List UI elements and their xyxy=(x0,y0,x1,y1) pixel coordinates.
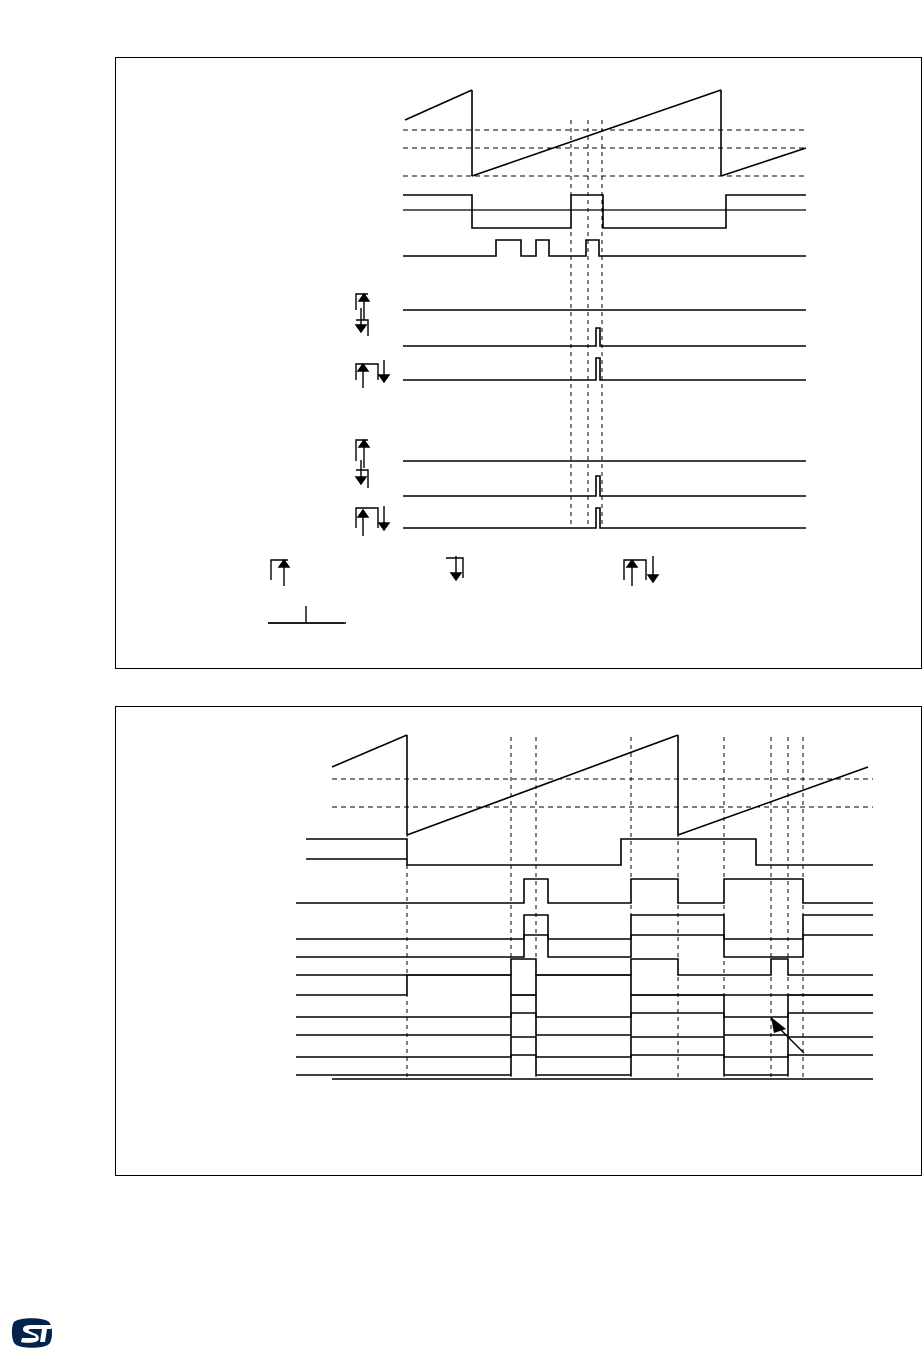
legend-both-edges xyxy=(624,556,658,586)
channel-e-output xyxy=(403,476,806,496)
figure-2-frame xyxy=(115,706,922,1176)
both-edges-symbol-1 xyxy=(356,360,389,388)
signal-10 xyxy=(296,1055,873,1075)
counter-ramp xyxy=(405,90,806,176)
channel-f-output xyxy=(403,508,806,528)
falling-edge-symbol-2 xyxy=(356,460,368,488)
rising-edge-symbol-1 xyxy=(356,294,369,320)
output-compare-signal xyxy=(403,195,806,228)
signal-7 xyxy=(296,995,873,1017)
trigger-pulse-train xyxy=(403,240,806,256)
timing-diagram-center-aligned xyxy=(116,58,922,670)
signal-2 xyxy=(296,879,873,903)
st-logo xyxy=(10,1316,54,1350)
signal-3 xyxy=(296,915,873,939)
figure-1-frame xyxy=(115,57,922,669)
signal-5 xyxy=(296,959,873,975)
timing-diagram-pwm-sequence xyxy=(116,707,922,1177)
legend-pulse-symbol xyxy=(268,606,346,623)
rising-edge-symbol-2 xyxy=(356,440,369,468)
falling-edge-symbol-1 xyxy=(356,308,368,336)
legend-rising-edge xyxy=(271,560,289,586)
signal-9 xyxy=(296,1037,873,1057)
signal-6 xyxy=(296,975,873,995)
channel-b-output xyxy=(403,328,806,346)
both-edges-symbol-2 xyxy=(356,506,389,536)
channel-c-output xyxy=(403,358,806,380)
legend-falling-edge xyxy=(446,556,463,580)
